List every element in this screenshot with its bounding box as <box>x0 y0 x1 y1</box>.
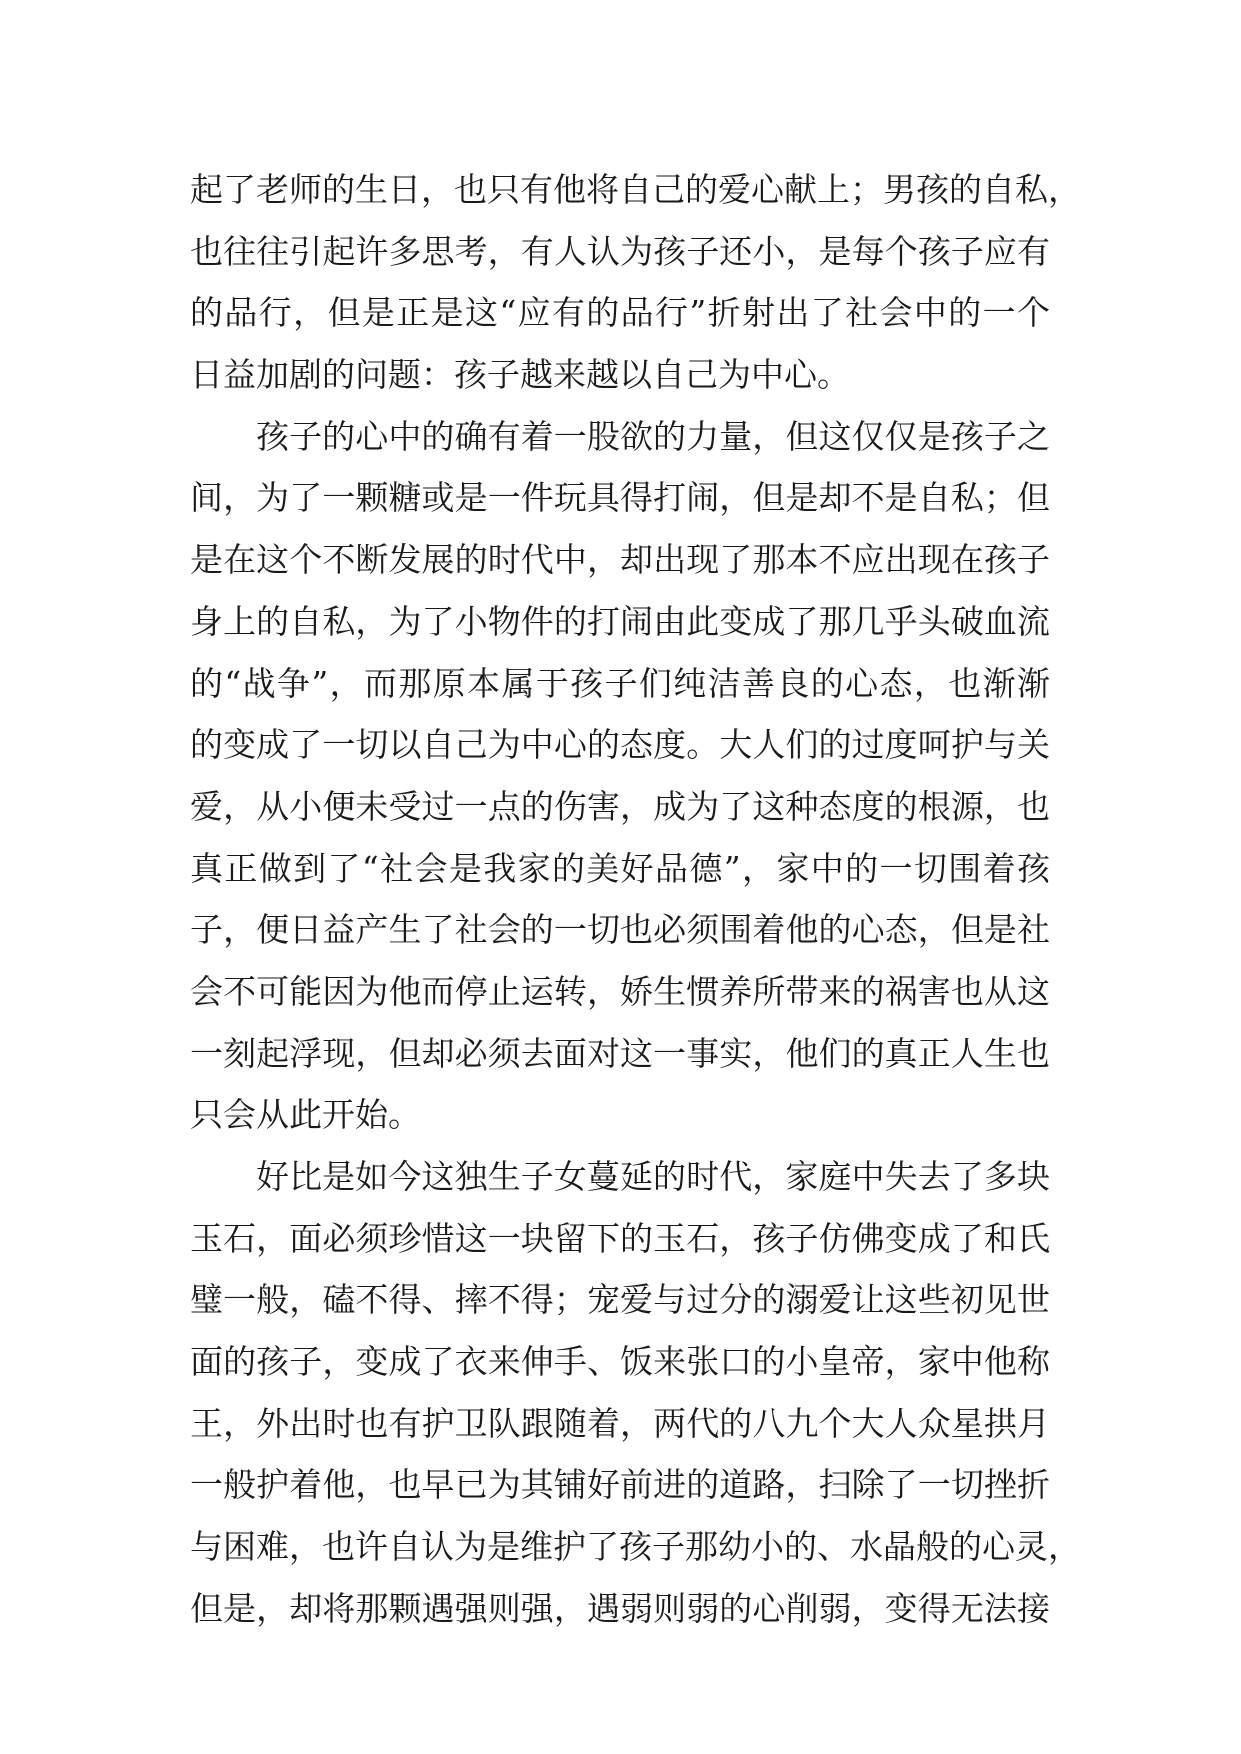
text-line: 面的孩子，变成了衣来伸手、饭来张口的小皇帝，家中他称 <box>190 1342 1050 1382</box>
text-line: 的“战争”，而那原本属于孩子们纯洁善良的心态，也渐渐 <box>190 663 1050 703</box>
text-line: 孩子的心中的确有着一股欲的力量，但这仅仅是孩子之 <box>256 416 1050 456</box>
text-line: 子，便日益产生了社会的一切也必须围着他的心态，但是社 <box>190 910 1050 950</box>
text-line: 的品行，但是正是这“应有的品行”折射出了社会中的一个 <box>190 293 1050 333</box>
text-line: 真正做到了“社会是我家的美好品德”，家中的一切围着孩 <box>190 848 1050 888</box>
text-line: 但是，却将那颗遇强则强，遇弱则弱的心削弱，变得无法接 <box>190 1588 1050 1628</box>
paragraph-1 <box>190 159 1081 406</box>
text-line: 会不可能因为他而停止运转，娇生惯养所带来的祸害也从这 <box>190 971 1050 1011</box>
text-line: 好比是如今这独生子女蔓延的时代，家庭中失去了多块 <box>256 1157 1050 1196</box>
text-line: 日益加剧的问题：孩子越来越以自己为中心。 <box>190 355 850 395</box>
document-body <box>190 159 1081 1640</box>
text-line: 爱，从小便未受过一点的伤害，成为了这种态度的根源，也 <box>190 786 1050 826</box>
text-line: 一般护着他，也早已为其铺好前进的道路，扫除了一切挫折 <box>190 1465 1050 1505</box>
text-line: 间，为了一颗糖或是一件玩具得打闹，但是却不是自私；但 <box>190 478 1050 518</box>
text-line: 璧一般，磕不得、摔不得；宠爱与过分的溺爱让这些初见世 <box>190 1280 1050 1320</box>
text-line: 与困难，也许自认为是维护了孩子那幼小的、水晶般的心灵， <box>190 1527 1081 1567</box>
text-line: 也往往引起许多思考，有人认为孩子还小，是每个孩子应有 <box>190 231 1050 271</box>
text-line: 一刻起浮现，但却必须去面对这一事实，他们的真正人生也 <box>190 1033 1050 1073</box>
text-line: 是在这个不断发展的时代中，却出现了那本不应出现在孩子 <box>190 540 1050 580</box>
text-line: 王，外出时也有护卫队跟随着，两代的八九个大人众星拱月 <box>190 1403 1050 1443</box>
text-line: 只会从此开始。 <box>190 1095 421 1135</box>
paragraph-3 <box>190 1146 1081 1640</box>
text-line: 的变成了一切以自己为中心的态度。大人们的过度呵护与关 <box>190 725 1050 765</box>
text-line: 身上的自私，为了小物件的打闹由此变成了那几乎头破血流 <box>190 601 1050 641</box>
paragraph-2 <box>190 406 1050 1146</box>
text-line: 起了老师的生日，也只有他将自己的爱心献上；男孩的自私， <box>190 170 1081 209</box>
text-line: 玉石，面必须珍惜这一块留下的玉石，孩子仿佛变成了和氏 <box>190 1218 1050 1258</box>
